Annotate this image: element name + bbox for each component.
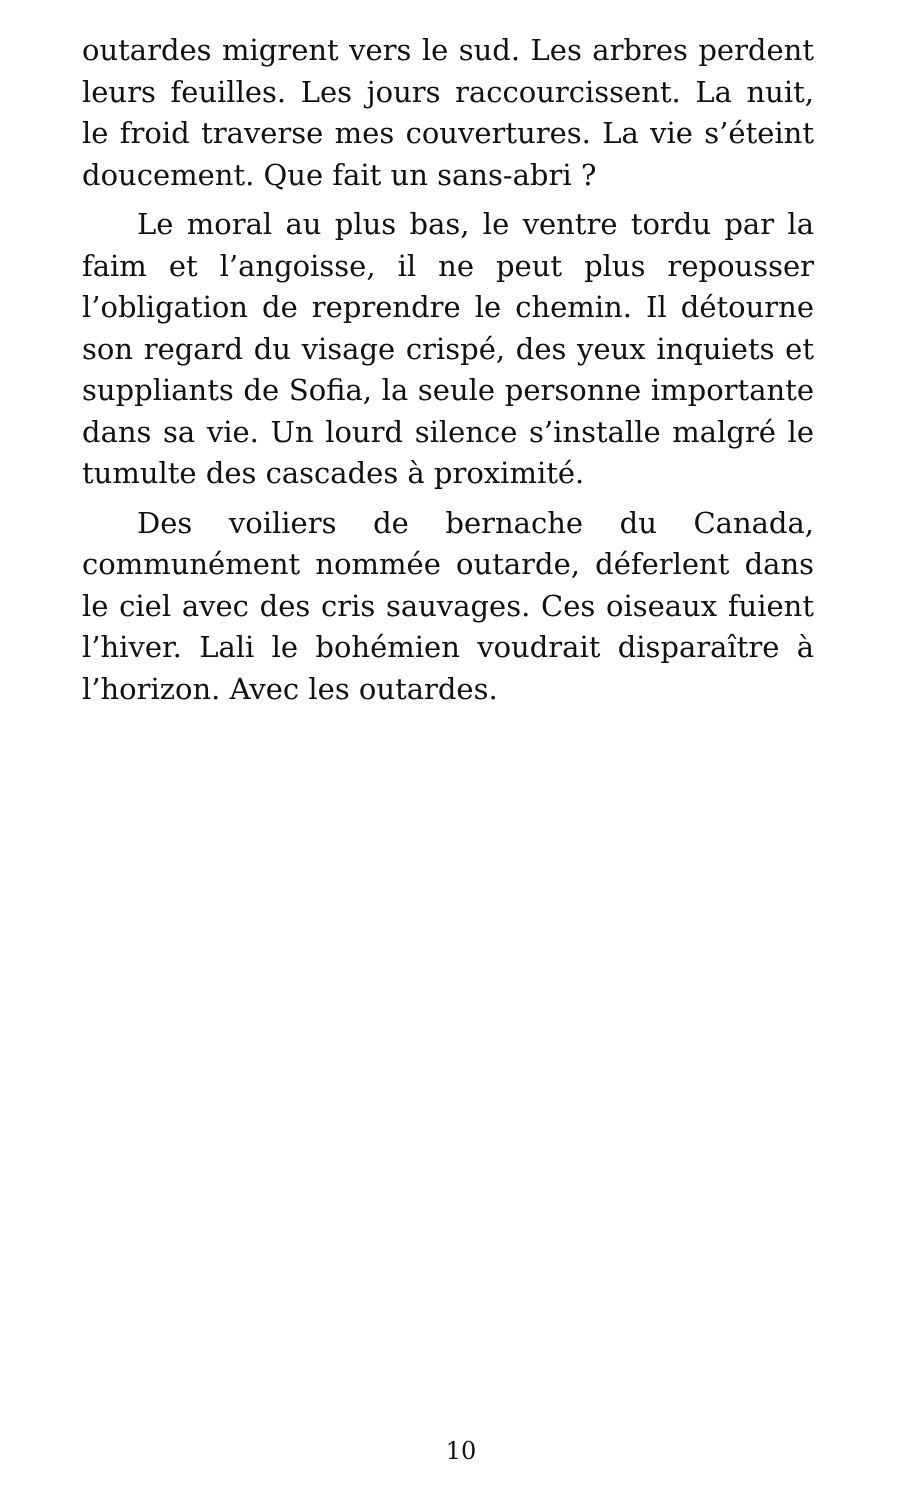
page-body <box>82 30 814 718</box>
page-number: 10 <box>445 1437 477 1465</box>
paragraph: Le moral au plus bas, le ventre tordu par la faim et l’angoisse, il ne peut plus repousser l’obligation de reprendre le chemin. Il détourne son regard du visage crispé, des yeux inquiets et suppliants de Sofia, la seule personne importante dans sa vie. Un lourd silence s’installe malgré le tumulte des cascades à proximité. <box>82 207 814 490</box>
paragraph-continued: outardes migrent vers le sud. Les arbres perdent leurs feuilles. Les jours raccourcissent. La nuit, le froid traverse mes couvertures. La vie s’éteint doucement. Que fait un sans-abri ? <box>82 33 814 192</box>
paragraph: Des voiliers de bernache du Canada, communément nommée outarde, déferlent dans le ciel avec des cris sauvages. Ces oiseaux fuient l’hiver. Lali le bohémien voudrait disparaître à l’horizon. Avec les outardes. <box>82 505 814 706</box>
